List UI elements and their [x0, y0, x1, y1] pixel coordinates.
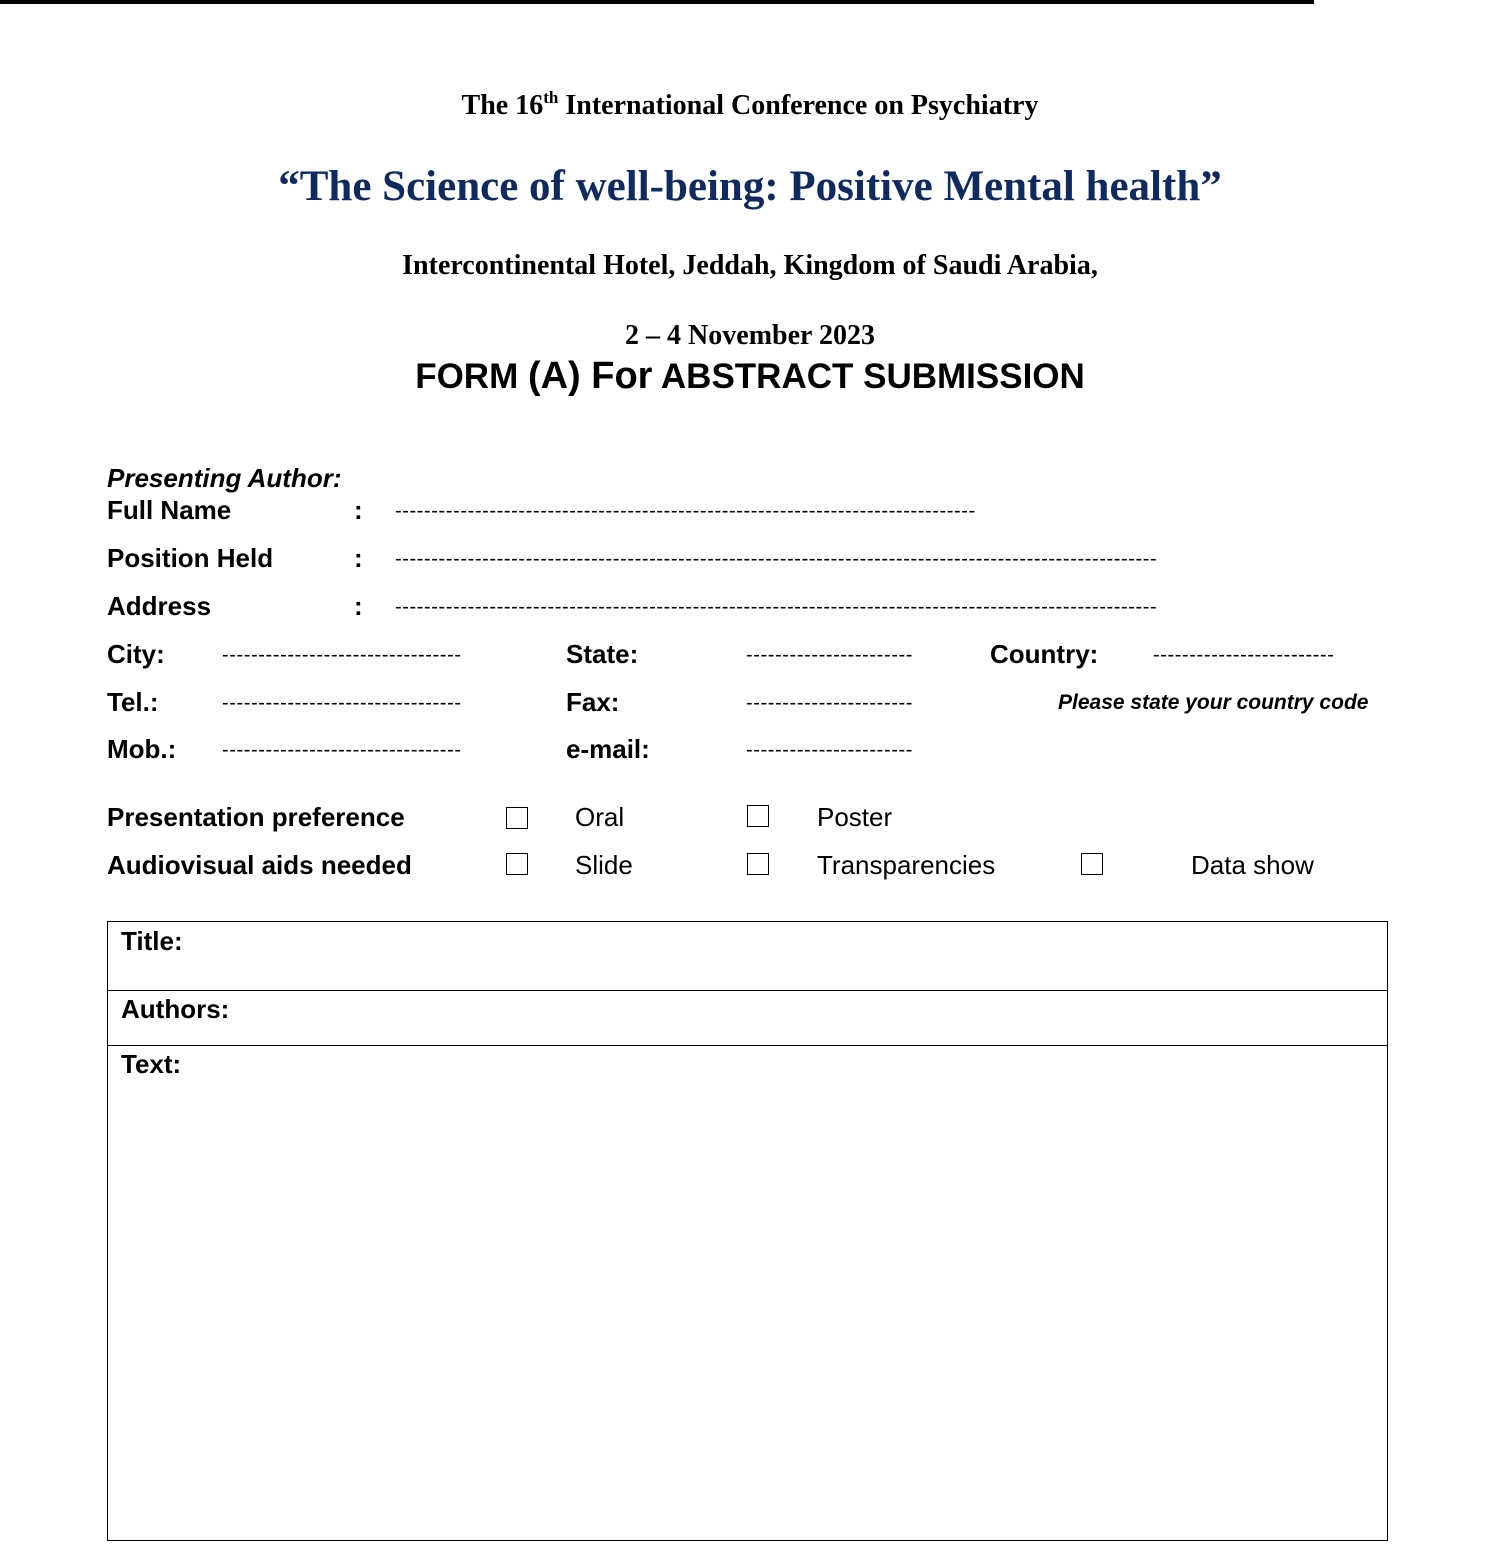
text-label: Text:	[121, 1049, 182, 1079]
city-field[interactable]: ---------------------------------	[222, 644, 462, 666]
mob-label: Mob.:	[107, 734, 177, 764]
address-label: Address	[107, 591, 212, 621]
mob-field[interactable]: ---------------------------------	[222, 739, 462, 761]
ordinal-suffix: th	[543, 88, 559, 107]
data-show-checkbox[interactable]	[1081, 853, 1103, 875]
oral-checkbox[interactable]	[506, 807, 528, 829]
form-title-word: FORM	[415, 357, 528, 396]
header-divider	[0, 0, 1314, 4]
state-field[interactable]: -----------------------	[746, 644, 913, 666]
title-cell[interactable]	[108, 922, 1387, 991]
position-held-label: Position Held	[107, 543, 274, 573]
conference-name: International Conference on Psychiatry	[558, 90, 1039, 121]
transparencies-option-label: Transparencies	[817, 850, 996, 880]
oral-option-label: Oral	[575, 802, 625, 832]
poster-checkbox[interactable]	[747, 805, 769, 827]
conference-title	[0, 90, 1500, 122]
fax-label: Fax:	[566, 687, 620, 717]
country-field[interactable]: -------------------------	[1153, 644, 1335, 666]
address-colon: :	[354, 591, 363, 621]
tel-field[interactable]: ---------------------------------	[222, 692, 462, 714]
email-label: e-mail:	[566, 734, 650, 764]
presenting-author-heading: Presenting Author:	[107, 463, 342, 493]
address-field[interactable]: ---------------------------------------------------------------------------------------------------------	[395, 596, 1158, 618]
country-label: Country:	[990, 639, 1099, 669]
position-held-colon: :	[354, 543, 363, 573]
tel-label: Tel.:	[107, 687, 159, 717]
authors-cell[interactable]	[108, 990, 1387, 1046]
state-label: State:	[566, 639, 639, 669]
audiovisual-aids-label: Audiovisual aids needed	[107, 850, 412, 880]
full-name-field[interactable]: --------------------------------------------------------------------------------	[395, 500, 976, 522]
data-show-option-label: Data show	[1191, 850, 1314, 880]
authors-label: Authors:	[121, 994, 230, 1024]
title-label: Title:	[121, 926, 183, 956]
venue: Intercontinental Hotel, Jeddah, Kingdom of Saudi Arabia,	[402, 250, 1098, 281]
email-field[interactable]: -----------------------	[746, 739, 913, 761]
full-name-colon: :	[354, 495, 363, 525]
form-title-variant: (A) For	[527, 355, 653, 397]
slide-checkbox[interactable]	[506, 853, 528, 875]
country-code-note: Please state your country code	[1058, 691, 1369, 714]
form-title	[0, 355, 1500, 398]
fax-field[interactable]: -----------------------	[746, 692, 913, 714]
conference-dates: 2 – 4 November 2023	[625, 320, 875, 351]
presentation-preference-label: Presentation preference	[107, 802, 405, 832]
abstract-table	[107, 921, 1388, 1541]
transparencies-checkbox[interactable]	[747, 853, 769, 875]
text-cell[interactable]	[108, 1045, 1387, 1545]
position-held-field[interactable]: ---------------------------------------------------------------------------------------------------------	[395, 548, 1158, 570]
conference-number: The 16	[461, 90, 544, 121]
poster-option-label: Poster	[817, 802, 893, 832]
conference-theme: “The Science of well-being: Positive Mental health”	[278, 163, 1222, 210]
city-label: City:	[107, 639, 165, 669]
form-title-subject: ABSTRACT SUBMISSION	[652, 357, 1085, 396]
full-name-label: Full Name	[107, 495, 232, 525]
slide-option-label: Slide	[575, 850, 633, 880]
